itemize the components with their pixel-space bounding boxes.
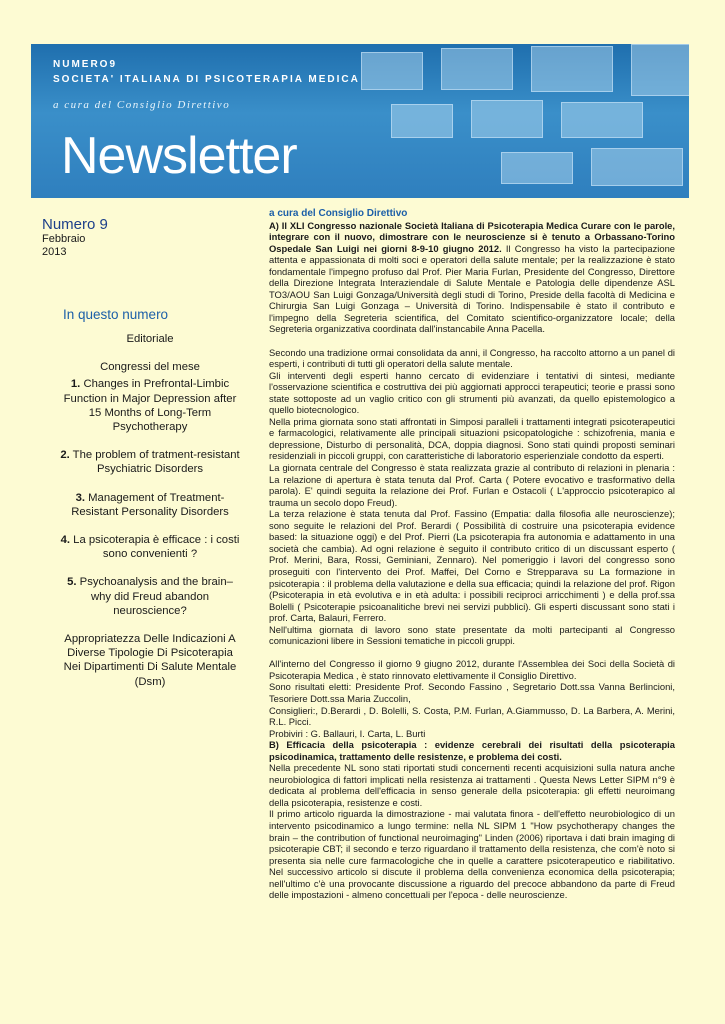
toc-item-text: La psicoterapia è efficace : i costi sono convenienti ? [73, 534, 240, 561]
toc-item [60, 448, 240, 476]
paragraph [269, 220, 675, 335]
paragraph: Probiviri : G. Ballauri, I. Carta, L. Burti [269, 727, 426, 739]
toc-item-number: 3. [75, 491, 85, 504]
toc-item [60, 533, 240, 561]
paragraph-bold: B) Efficacia della psicoterapia : evidenze cerebrali dei risultati della psicoterapia psicodinamica, trattamento delle resistenze, e problema dei costi. [269, 739, 675, 762]
paragraph: Nella prima giornata sono stati affrontati in Simposi paralleli i trattamenti integrati psicoterapeutici e farmacologici, relativamente alle principali situazioni psicopatologiche : schizofrenia, mania e depressione, Disturbo di personalità, DCA, doppia diagnosi. Sono stati quindi proposti seminari residenziali in piccoli gruppi, con caratteristiche di laboratorio esperienziale condotto da esperti. [269, 415, 675, 462]
toc-item-text: Psychoanalysis and the brain– why did Freud abandon neuroscience? [79, 576, 233, 617]
toc-item-number: 5. [67, 576, 77, 589]
issue-year: 2013 [42, 246, 67, 258]
toc-item-text: Congressi del mese [100, 361, 200, 374]
background-window [531, 46, 613, 92]
paragraph: Secondo una tradizione ormai consolidata da anni, il Congresso, ha raccolto attorno a un panel di esperti, i contributi di tutti gli operatori della salute mentale. [269, 346, 675, 370]
toc-item-text: Appropriatezza Delle Indicazioni A Diverse Tipologie Di Psicoterapia Nei Dipartimenti Di Salute Mentale (Dsm) [63, 633, 237, 688]
article-heading: a cura del Consiglio Direttivo [269, 208, 408, 219]
header-banner [31, 44, 689, 198]
toc-item-text: Management of Treatment-Resistant Personality Disorders [71, 491, 229, 518]
toc-item-number: 2. [60, 449, 70, 462]
paragraph: La terza relazione è stata tenuta dal Prof. Fassino (Empatia: dalla filosofia alle neuroscienze); sono seguite le relazioni del Prof. Berardi ( Possibilità di costruire una psicoterapia evidence based: la situazione oggi) e del Prof. Pierri (La psicoterapia fra autonomia e adattamento in una società che cambia). Ad ogni relazione è seguito il contributo critico di un discussant esperto ( Prof. Merini, Bara, Rossi, Geminiani, Zennaro). Nel pomeriggio i lavori del congresso sono proseguiti con l'intervento dei Prof. Maffei, Del Corno e Strepparava su La formazione in psicoterapia : il problema della valutazione e della sua efficacia; quindi la relazione del prof. Rigon (Psicoterapia in età evolutiva e in età adulta: i possibili reciproci arricchimenti ) e della prof.ssa Bolelli ( Psicoterapie psicoanalitiche brevi nei servizi pubblici). Gli esperti discussant sono stati i prof. Carta, Balauri, Ferrero. [269, 508, 675, 624]
header-byline: a cura del Consiglio Direttivo [53, 99, 231, 111]
in-this-issue-heading: In questo numero [63, 307, 169, 322]
table-of-contents [60, 332, 240, 689]
paragraph: All'interno del Congresso il giorno 9 giugno 2012, durante l'Assemblea dei Soci della Società di Psicoterapia Medica , è stato rinnovato elettivamente il Consiglio Direttivo. [269, 658, 675, 681]
background-window [501, 152, 573, 184]
background-window [471, 100, 543, 138]
background-window [561, 102, 643, 138]
paragraph: Consiglieri:, D.Berardi , D. Bolelli, S. Costa, P.M. Furlan, A.Giammusso, D. La Barbera, A. Merini, R.L. Picci. [269, 704, 675, 728]
issue-caps: NUMERO9 [53, 59, 118, 70]
toc-item [60, 491, 240, 519]
issue-info [42, 216, 242, 259]
toc-item-number: 4. [60, 534, 71, 547]
toc-item-text: The problem of tratment-resistant Psychiatric Disorders [72, 449, 240, 476]
background-window [591, 148, 683, 186]
paragraph-bold: A) Il XLI Congresso nazionale Società Italiana di Psicoterapia Medica Curare con le parole, integrare con il nuovo, dimostrare con le neuroscienze si è tenuto a Orbassano-Torino Ospedale San Luigi nei giorni 8-9-10 giugno 2012. [269, 219, 675, 254]
toc-item [60, 332, 240, 346]
paragraph: Nella precedente NL sono stati riportati studi concernenti recenti acquisizioni sulla natura anche neurobiologica di fattori implicati nella resistenza ai trattamenti . Questa News Letter SIPM n°9 è dedicata al problema dell'efficacia in senso generale della psicoterapia: gli effetti neuroimang della psicoterapia, resistenze e costi. [269, 762, 675, 808]
background-window [631, 44, 689, 96]
paragraph: La giornata centrale del Congresso è stata realizzata grazie al contributo di relazioni in plenaria : La relazione di apertura è stata tenuta dal Prof. Carta ( Potere evocativo e trasformativo della parola). E' quindi seguita la relazione dei Prof. Furlan e Ostacoli ( L'approccio psicoterapico al trauma un secolo dopo Freud). [269, 462, 675, 508]
paragraph [269, 739, 675, 762]
toc-item-text: Changes in Prefrontal-Limbic Function in Major Depression after 15 Months of Long-Term Psychotherapy [63, 378, 237, 434]
toc-item [60, 632, 240, 689]
paragraph: Gli interventi degli esperti hanno cercato di evidenziare i tentativi di sintesi, mediante l'osservazione scientifica e costruttiva dei più aggiornati approcci terapeutici; teorie e prassi sono state sottoposte ad un vaglio critico con gli strumenti più avanzati, da quello epistemologico a quello biotecnologico. [269, 369, 675, 416]
paragraph: Il primo articolo riguarda la dimostrazione - mai valutata finora - dell'effetto neurobiologico di un intervento psicodinamico a lungo termine: nella NL SIPM 1 "How psychotherapy changes the brain – the contribution of functional neuroimaging" Linden (2006) riportava i dati brain imaging di psicoterapie CBT; il secondo e terzo riguardano il trattamento della resistenza, che com'è noto si presenta sia nelle cure farmacologiche che in quelle a carattere psicoterapeutico e riabilitativo. Nel successivo articolo si discute il problema della convenienza economica della psicoterapia; nell'ultimo c'è una provocante discussione a riguardo del precoce abbandono da parte di Freud delle impostazioni - almeno concettuali per l'epoca - delle neuroscienze. [269, 808, 675, 901]
paragraph-text: Il Congresso ha visto la partecipazione attenta e appassionata di molti soci e operatori della salute mentale; per la realizzazione è stato fondamentale l'impegno profuso dal Prof. Pier Maria Furlan, Presidente del Congresso, Direttore della Direzione Integrata Interaziendale di Salute Mentale e Patologia delle dipendenze ASL TO3/AOU San Luigi Gonzaga/Università degli studi di Torino, Preside della facoltà di Medicina e Chirurgia San Luigi Gonzaga – Università di Torino. Indispensabile è stato il contributo e l'impegno della Segreteria scientifica, del Comitato scientifico-organizzatore locale; della Segreteria organizzativa coordinata dall'instancabile Anna Pacella. [269, 242, 675, 335]
background-window [361, 52, 423, 90]
newsletter-title: Newsletter [61, 127, 297, 185]
toc-item-number: 1. [70, 378, 81, 391]
paragraph: Sono risultati eletti: Presidente Prof. Secondo Fassino , Segretario Dott.ssa Vanna Berlincioni, Tesoriere Dott.ssa Maria Zuccolin, [269, 681, 675, 704]
toc-item-text: Editoriale [126, 333, 174, 345]
background-window [391, 104, 453, 138]
society-name: SOCIETA' ITALIANA DI PSICOTERAPIA MEDICA [53, 74, 360, 85]
issue-number: Numero 9 [42, 216, 108, 233]
toc-item [60, 360, 240, 374]
article-body [269, 208, 675, 901]
paragraph: Nell'ultima giornata di lavoro sono state presentate da molti partecipanti al Congresso comunicazioni libere in Sessioni tematiche in piccoli gruppi. [269, 623, 675, 647]
background-window [441, 48, 513, 90]
toc-item [60, 377, 240, 434]
issue-month: Febbraio [42, 233, 86, 245]
toc-item [60, 575, 240, 618]
